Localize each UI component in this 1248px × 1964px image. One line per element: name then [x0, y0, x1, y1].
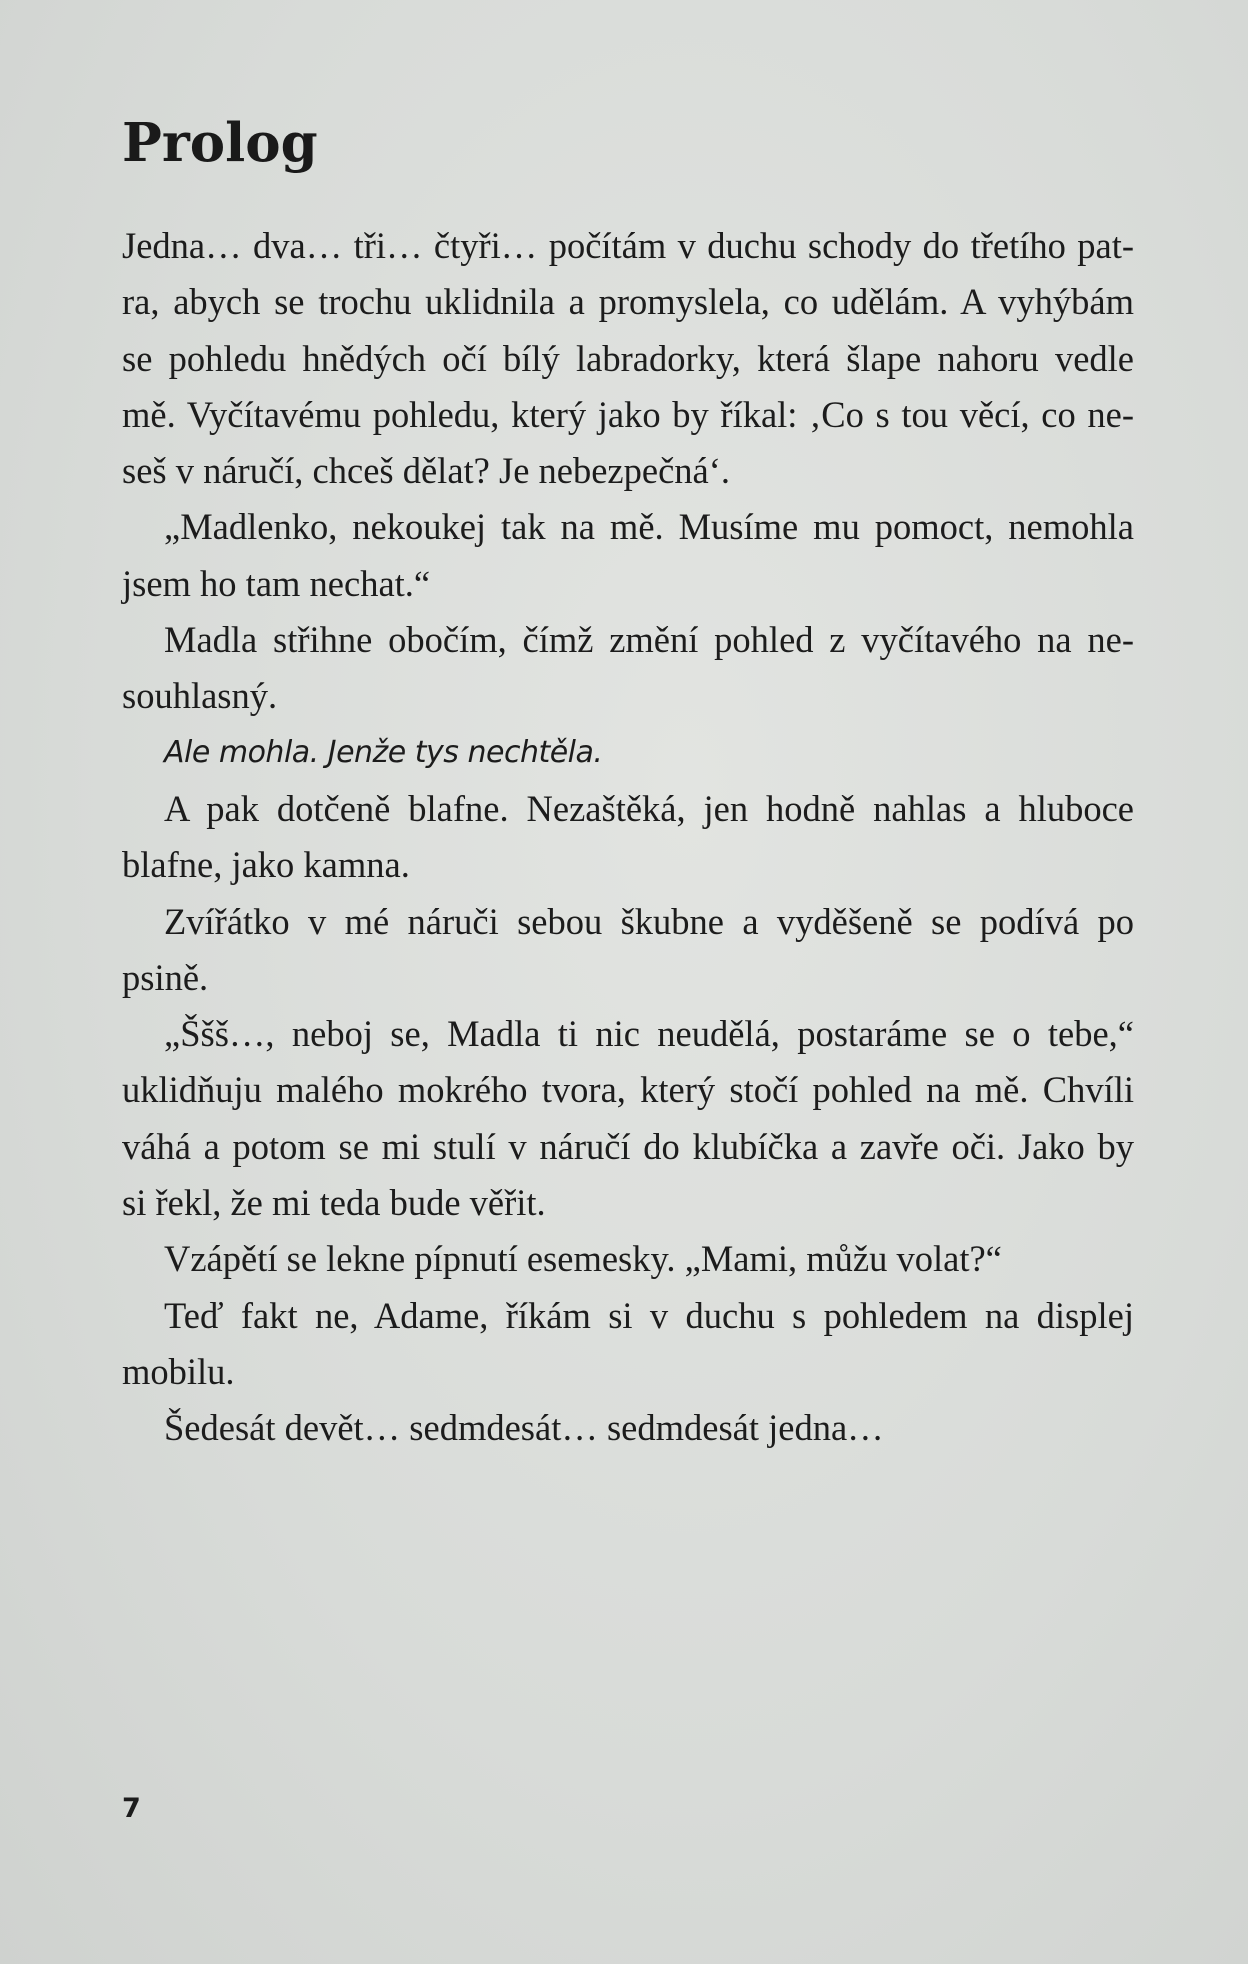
- text-line: A pak dotčeně blafne. Nezaštěká, jen hodně nahlas a hluboce: [164, 787, 1134, 829]
- text-line: „Madlenko, nekoukej tak na mě. Musíme mu pomoct, nemohla: [164, 506, 1134, 548]
- paragraph-6: [122, 894, 1134, 1007]
- text-line: blafne, jako kamna.: [122, 844, 410, 886]
- paragraph-7: [122, 1006, 1134, 1231]
- text-line: seš v náručí, chceš dělat? Je nebezpečná‘.: [122, 450, 731, 492]
- text-line: si řekl, že mi teda bude věřit.: [122, 1182, 546, 1224]
- paragraph-1: [122, 218, 1134, 499]
- text-line: ra, abych se trochu uklidnila a promyslela, co udělám. A vyhýbám: [122, 281, 1134, 323]
- paragraph-10: [122, 1400, 1134, 1456]
- text-line: Madla střihne obočím, čímž změní pohled z vyčítavého na ne-: [164, 619, 1134, 661]
- page-number: 7: [122, 1793, 141, 1824]
- paragraph-8: [122, 1231, 1134, 1287]
- text-line: Zvířátko v mé náruči sebou škubne a vyděšeně se podívá po: [164, 900, 1134, 942]
- text-line: váhá a potom se mi stulí v náručí do klubíčka a zavře oči. Jako by: [122, 1125, 1134, 1167]
- text-line: souhlasný.: [122, 675, 278, 717]
- chapter-title: Prolog: [122, 112, 318, 174]
- text-line: „Ššš…, neboj se, Madla ti nic neudělá, postaráme se o tebe,“: [164, 1013, 1134, 1055]
- chapter-body: [122, 218, 1134, 1457]
- text-line: uklidňuju malého mokrého tvora, který stočí pohled na mě. Chvíli: [122, 1069, 1134, 1111]
- text-line: Jedna… dva… tři… čtyři… počítám v duchu schody do třetího pat-: [122, 225, 1134, 266]
- text-line: se pohledu hnědých očí bílý labradorky, která šlape nahoru vedle: [122, 337, 1134, 379]
- text-line: jsem ho tam nechat.“: [122, 562, 431, 604]
- paragraph-4-italic: [122, 725, 1134, 781]
- text-line: Vzápětí se lekne pípnutí esemesky. „Mami, můžu volat?“: [164, 1238, 1002, 1280]
- text-line: mě. Vyčítavému pohledu, který jako by říkal: ‚Co s tou věcí, co ne-: [122, 393, 1134, 435]
- paragraph-3: [122, 612, 1134, 725]
- text-line: psině.: [122, 956, 209, 998]
- text-line: Teď fakt ne, Adame, říkám si v duchu s pohledem na displej: [164, 1294, 1134, 1336]
- paragraph-9: [122, 1288, 1134, 1401]
- text-line: Šedesát devět… sedmdesát… sedmdesát jedna…: [164, 1407, 884, 1449]
- paragraph-5: [122, 781, 1134, 894]
- text-line: mobilu.: [122, 1350, 235, 1392]
- paragraph-2: [122, 499, 1134, 612]
- italic-text-line: Ale mohla. Jenže tys nechtěla.: [164, 734, 603, 770]
